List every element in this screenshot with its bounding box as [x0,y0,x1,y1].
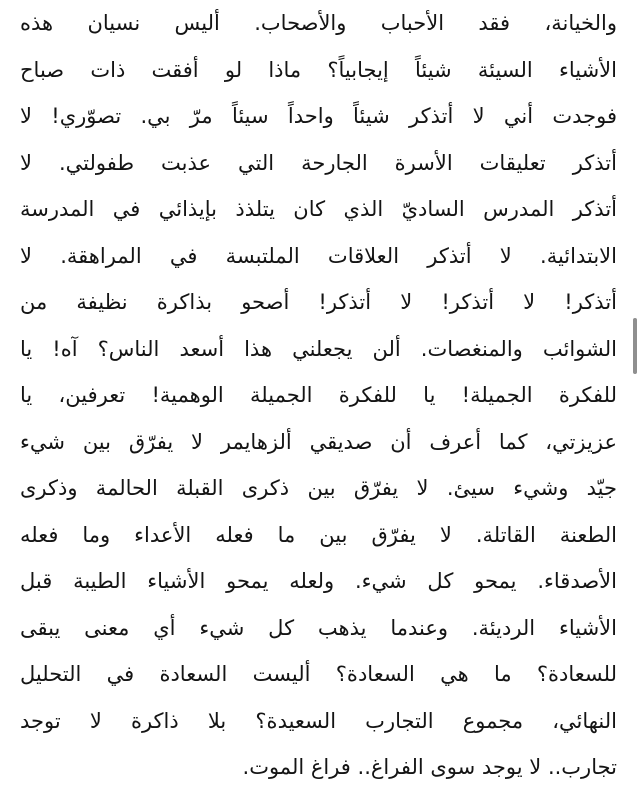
text-line-6: الابتدائية. لا أتذكر العلاقات الملتبسة في المراهقة. لا [20,243,617,268]
text-line-15: للسعادة؟ ما هي السعادة؟ أليست السعادة في التحليل [20,662,617,686]
text-line-12: الطعنة القاتلة. لا يفرّق بين ما فعله الأعداء وما فعله [20,522,617,547]
text-block [20,0,617,791]
text-line-4: أتذكر تعليقات الأسرة الجارحة التي عذبت طفولتي. لا [20,150,617,175]
text-line-17: تجارب.. لا يوجد سوى الفراغ.. فراغ الموت. [242,755,617,779]
scrollbar-thumb[interactable] [633,318,637,374]
text-line-3: فوجدت أني لا أتذكر شيئاً واحداً سيئاً مرّ بي. تصوّري! لا [20,104,617,128]
text-line-8: الشوائب والمنغصات. ألن يجعلني هذا أسعد الناس؟ آه! يا [20,336,617,361]
text-line-10: عزيزتي، كما أعرف أن صديقي ألزهايمر لا يفرّق بين شيء [20,429,617,454]
text-line-9: للفكرة الجميلة! يا للفكرة الجميلة الوهمية! تعرفين، يا [20,383,617,407]
text-line-5: أتذكر المدرس الساديّ الذي كان يتلذذ بإيذائي في المدرسة [20,197,617,221]
text-line-7: أتذكر! لا أتذكر! لا أتذكر! أصحو بذاكرة نظيفة من [20,290,617,314]
text-line-16: النهائي، مجموع التجارب السعيدة؟ بلا ذاكرة لا توجد [20,708,617,733]
text-line-2: الأشياء السيئة شيئاً إيجابياً؟ ماذا لو أفقت ذات صباح [20,57,617,82]
text-line-13: الأصدقاء. يمحو كل شيء. ولعله يمحو الأشياء الطيبة قبل [20,569,617,593]
text-line-11: جيّد وشيء سيئ. لا يفرّق بين ذكرى القبلة الحالمة وذكرى [20,476,617,500]
text-line-1: والخيانة، فقد الأحباب والأصحاب. أليس نسيان هذه [20,11,617,35]
text-line-14: الأشياء الرديئة. وعندما يذهب كل شيء أي معنى يبقى [20,615,617,640]
